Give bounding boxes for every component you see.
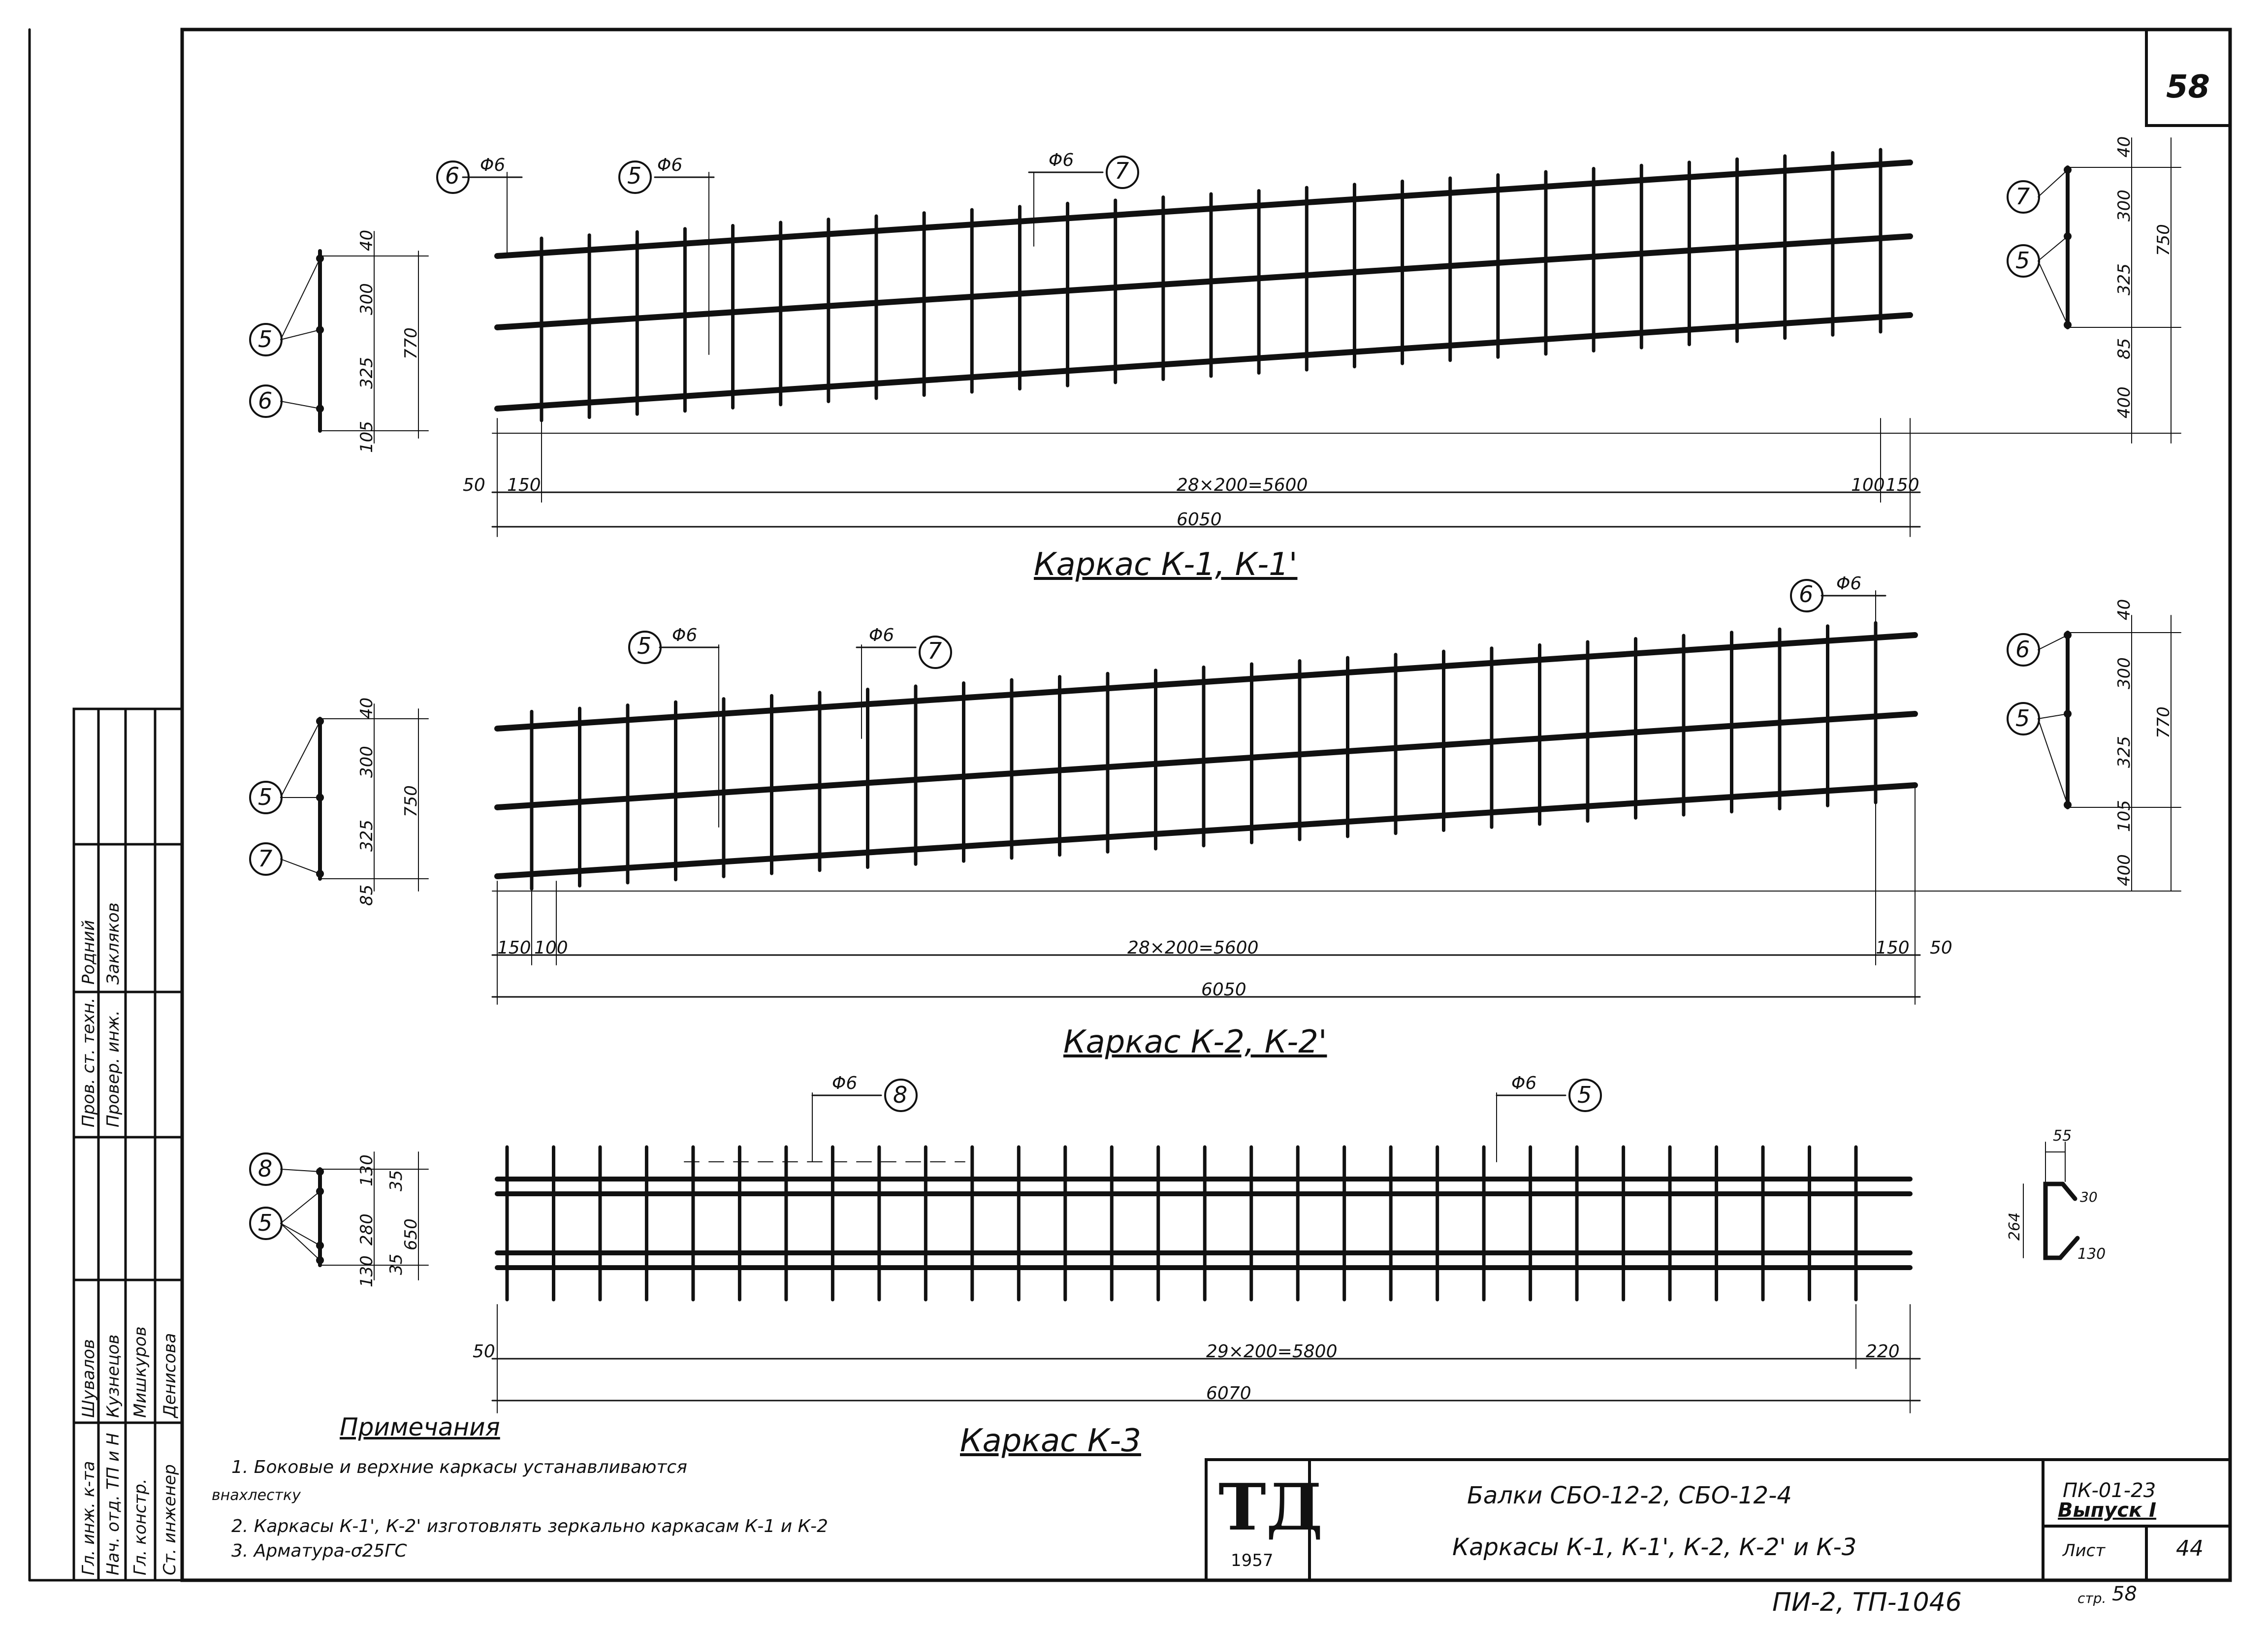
k1-ls-mark-6: 6	[258, 387, 273, 414]
sidebar-role-4: Ст. инженер	[160, 1464, 180, 1575]
k3-ls-650: 650	[401, 1218, 421, 1250]
k1-ls-105: 105	[357, 421, 377, 453]
sidebar-name2-1: Родний	[79, 920, 98, 985]
k3-dim-total: 6070	[1206, 1383, 1251, 1404]
sidebar-name-2: Кузнецов	[103, 1334, 123, 1418]
k3-dim-50: 50	[473, 1341, 495, 1362]
k3-ls-280: 280	[357, 1213, 377, 1245]
k1-rs-750: 750	[2154, 224, 2173, 256]
k2-dim-100: 100	[534, 938, 568, 958]
sheet-number: 58	[2166, 69, 2210, 105]
k1-callout-6: 6	[445, 162, 460, 189]
k2-dim-5600: 28×200=5600	[1127, 938, 1259, 958]
k1-ls-300: 300	[357, 283, 377, 315]
k3-mark-8: 8	[258, 1155, 273, 1182]
k1-rs-400: 400	[2114, 386, 2134, 418]
k1-dim-150r: 150	[1885, 475, 1919, 495]
k2-ls-325: 325	[357, 820, 377, 852]
k1-rs-mark-7: 7	[2015, 183, 2030, 210]
k2-rs-mark-5: 5	[2015, 705, 2030, 732]
stamp-code: ПК-01-23	[2063, 1479, 2156, 1502]
k3-phi-1: Φ6	[832, 1073, 858, 1093]
k2-phi-3: Φ6	[1836, 574, 1862, 594]
hook-55: 55	[2053, 1127, 2072, 1145]
k3-ls-35b: 35	[386, 1253, 406, 1275]
sidebar-role-3: Гл. констр.	[130, 1478, 150, 1575]
k1-ls-mark-5: 5	[258, 326, 273, 352]
note-2: 2. Каркасы К-1', К-2' изготовлять зеркально каркасам К-1 и К-2	[231, 1516, 829, 1536]
k1-dim-150: 150	[507, 475, 541, 495]
footer-code: ПИ-2, ТП-1046	[1772, 1588, 1962, 1617]
sidebar-name-1: Шувалов	[79, 1339, 98, 1418]
k2-ls-85: 85	[357, 884, 377, 906]
k3-callout-5: 5	[1577, 1082, 1592, 1108]
frame-k3	[250, 1080, 2077, 1413]
k1-dim-50: 50	[463, 475, 485, 495]
k2-ls-40: 40	[357, 697, 377, 719]
k3-ls-130a: 130	[357, 1154, 377, 1186]
sidebar-name-3: Мишкуров	[130, 1326, 150, 1418]
stamp-title-1: Балки СБО-12-2, СБО-12-4	[1467, 1482, 1792, 1509]
k1-ls-325: 325	[357, 357, 377, 389]
k1-rs-300: 300	[2114, 190, 2134, 222]
logo-td: ТД	[1218, 1469, 1323, 1545]
k2-callout-7: 7	[927, 638, 942, 664]
sidebar-name2-2: Закляков	[103, 902, 123, 985]
k1-title: Каркас К-1, К-1'	[1034, 546, 1298, 583]
k2-rs-325: 325	[2114, 736, 2134, 768]
hook-130: 130	[2077, 1245, 2106, 1263]
sidebar-role-2: Нач. отд. ТП и Н	[103, 1433, 123, 1575]
k2-ls-mark-5: 5	[258, 784, 273, 810]
k2-rs-40: 40	[2114, 599, 2134, 620]
k1-rs-mark-5: 5	[2015, 247, 2030, 274]
k2-dim-total: 6050	[1201, 980, 1246, 1000]
sidebar-role2-2: Провер. инж.	[103, 1010, 123, 1127]
k2-dim-150r: 150	[1876, 938, 1910, 958]
k2-callout-5: 5	[637, 633, 652, 659]
k2-dim-50: 50	[1930, 938, 1952, 958]
k1-rs-85: 85	[2114, 338, 2134, 359]
k2-ls-750: 750	[401, 785, 421, 817]
k3-mark-5: 5	[258, 1210, 273, 1236]
k1-ls-770: 770	[401, 327, 421, 359]
k2-dim-150: 150	[497, 938, 531, 958]
k1-callout-7: 7	[1115, 158, 1129, 184]
k1-ls-40: 40	[357, 229, 377, 251]
sidebar-role2-1: Пров. ст. техн.	[79, 997, 98, 1127]
k2-rs-300: 300	[2114, 657, 2134, 689]
k3-dim-5800: 29×200=5800	[1206, 1341, 1338, 1362]
k1-phi-3: Φ6	[1049, 150, 1074, 170]
hook-30: 30	[2080, 1189, 2098, 1205]
k3-title: Каркас К-3	[960, 1423, 1141, 1459]
sidebar-role-1: Гл. инж. к-та	[79, 1461, 98, 1575]
k3-ls-35a: 35	[386, 1170, 406, 1191]
k3-callout-8: 8	[893, 1082, 908, 1108]
k3-ls-130b: 130	[357, 1255, 377, 1287]
k2-callout-6: 6	[1799, 581, 1814, 607]
k2-phi-1: Φ6	[672, 625, 698, 645]
notes-heading: Примечания	[340, 1413, 500, 1441]
stamp-sheet-value: 44	[2176, 1536, 2204, 1561]
k1-phi-1: Φ6	[480, 155, 506, 175]
stamp-sheet-label: Лист	[2063, 1541, 2106, 1561]
k2-rs-mark-6: 6	[2015, 636, 2030, 663]
k3-dim-220: 220	[1866, 1341, 1900, 1362]
hook-264: 264	[2006, 1212, 2023, 1241]
k2-ls-300: 300	[357, 746, 377, 778]
stamp-year: 1957	[1231, 1551, 1274, 1570]
k1-rs-325: 325	[2114, 263, 2134, 295]
k2-phi-2: Φ6	[869, 625, 894, 645]
k1-dim-total: 6050	[1177, 510, 1222, 530]
k1-dim-100: 100	[1851, 475, 1885, 495]
k1-rs-40: 40	[2114, 136, 2134, 158]
footer-page-label: стр.	[2077, 1590, 2107, 1606]
k1-dim-5600: 28×200=5600	[1177, 475, 1308, 495]
k2-rs-400: 400	[2114, 854, 2134, 886]
k1-phi-2: Φ6	[657, 155, 683, 175]
k1-callout-5: 5	[627, 162, 642, 189]
k2-ls-mark-7: 7	[258, 845, 273, 872]
stamp-title-2: Каркасы К-1, К-1', К-2, К-2' и К-3	[1452, 1533, 1857, 1561]
k2-title: Каркас К-2, К-2'	[1063, 1024, 1327, 1060]
note-1b: внахлестку	[212, 1487, 301, 1504]
k3-phi-2: Φ6	[1511, 1073, 1537, 1093]
note-1: 1. Боковые и верхние каркасы устанавливаются	[231, 1457, 687, 1477]
k2-rs-770: 770	[2154, 706, 2173, 738]
footer-page-value: 58	[2112, 1583, 2137, 1605]
note-3: 3. Арматура-σ25ГС	[231, 1541, 407, 1561]
k2-rs-105: 105	[2114, 800, 2134, 832]
sidebar-name-4: Денисова	[160, 1333, 180, 1418]
stamp-issue: Выпуск I	[2058, 1499, 2157, 1522]
